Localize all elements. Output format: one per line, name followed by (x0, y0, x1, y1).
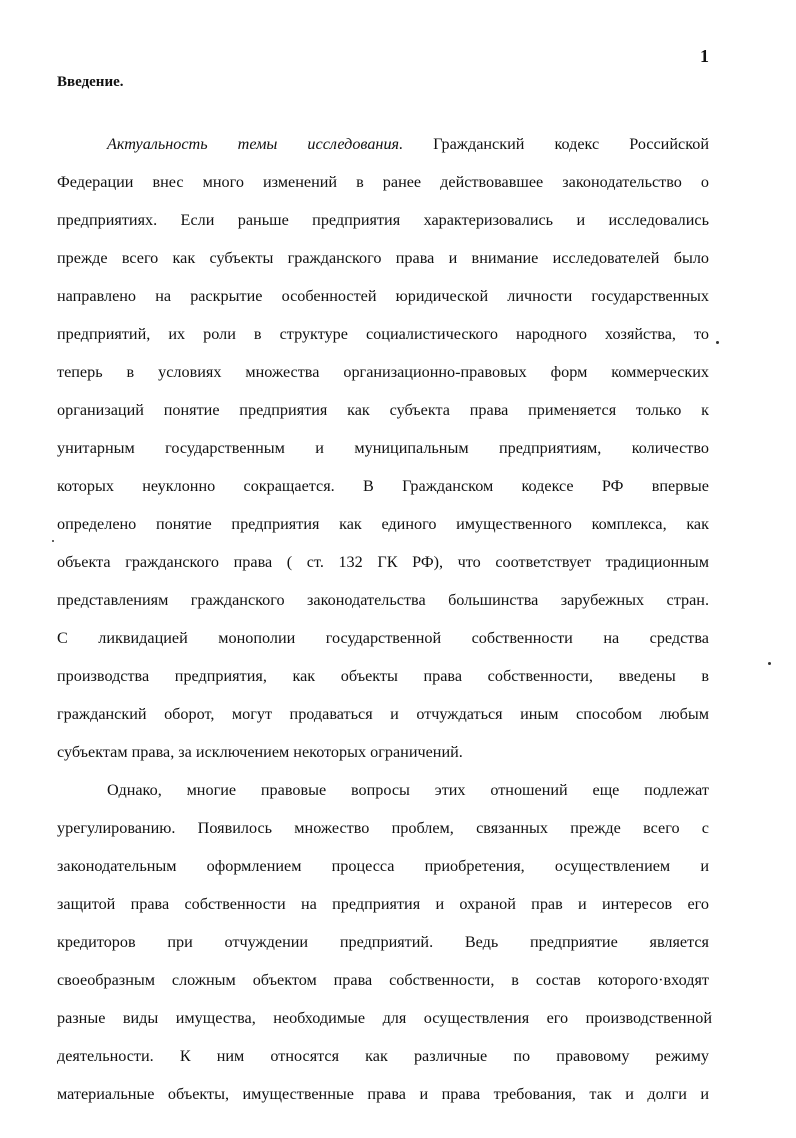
text-line: своеобразным сложным объектом права собственности, в состав которого·входят (57, 971, 709, 989)
paragraph-2-first-line: Однако, многие правовые вопросы этих отношений еще подлежат (107, 781, 709, 799)
text-line: организаций понятие предприятия как субъекта права применяется только к (57, 401, 709, 419)
text-line: защитой права собственности на предприятия и охраной прав и интересов его (57, 895, 709, 913)
text-line: представлениям гражданского законодательства большинства зарубежных стран. (57, 591, 709, 609)
text-line: кредиторов при отчуждении предприятий. Ведь предприятие является (57, 933, 709, 951)
text-line: которых неуклонно сокращается. В Гражданском кодексе РФ впервые (57, 477, 709, 495)
text-line: С ликвидацией монополии государственной собственности на средства (57, 629, 709, 647)
paragraph-1-lead-text: Гражданский кодекс Российской (433, 135, 709, 153)
text-line: определено понятие предприятия как единого имущественного комплекса, как (57, 515, 709, 533)
text-line: субъектам права, за исключением некоторых ограничений. (57, 743, 463, 761)
text-line: прежде всего как субъекты гражданского права и внимание исследователей было (57, 249, 709, 267)
paragraph-1-first-line (107, 134, 709, 154)
text-line: направлено на раскрытие особенностей юридической личности государственных (57, 287, 709, 305)
page-number: 1 (700, 46, 709, 66)
text-line: разные виды имущества, необходимые для осуществления его производственной (57, 1009, 712, 1027)
text-line: предприятий, их роли в структуре социалистического народного хозяйства, то (57, 325, 709, 343)
scan-speck (52, 540, 54, 542)
text-line: урегулированию. Появилось множество проблем, связанных прежде всего с (57, 819, 709, 837)
text-line: объекта гражданского права ( ст. 132 ГК РФ), что соответствует традиционным (57, 553, 709, 571)
topic-relevance-label: Актуальность темы исследования. (107, 135, 404, 153)
text-line: теперь в условиях множества организационно-правовых форм коммерческих (57, 363, 709, 381)
text-line: гражданский оборот, могут продаваться и отчуждаться иным способом любым (57, 705, 709, 723)
text-line: материальные объекты, имущественные права и права требования, так и долги и (57, 1085, 709, 1103)
text-line: законодательным оформлением процесса приобретения, осуществлением и (57, 857, 709, 875)
scan-speck (716, 341, 719, 344)
section-heading: Введение. (57, 74, 124, 90)
text-line: Федерации внес много изменений в ранее действовавшее законодательство о (57, 173, 709, 191)
text-line: производства предприятия, как объекты права собственности, введены в (57, 667, 709, 685)
text-line: деятельности. К ним относятся как различные по правовому режиму (57, 1047, 709, 1065)
text-line: предприятиях. Если раньше предприятия характеризовались и исследовались (57, 211, 709, 229)
scan-speck (768, 662, 771, 665)
text-line: унитарным государственным и муниципальным предприятиям, количество (57, 439, 709, 457)
